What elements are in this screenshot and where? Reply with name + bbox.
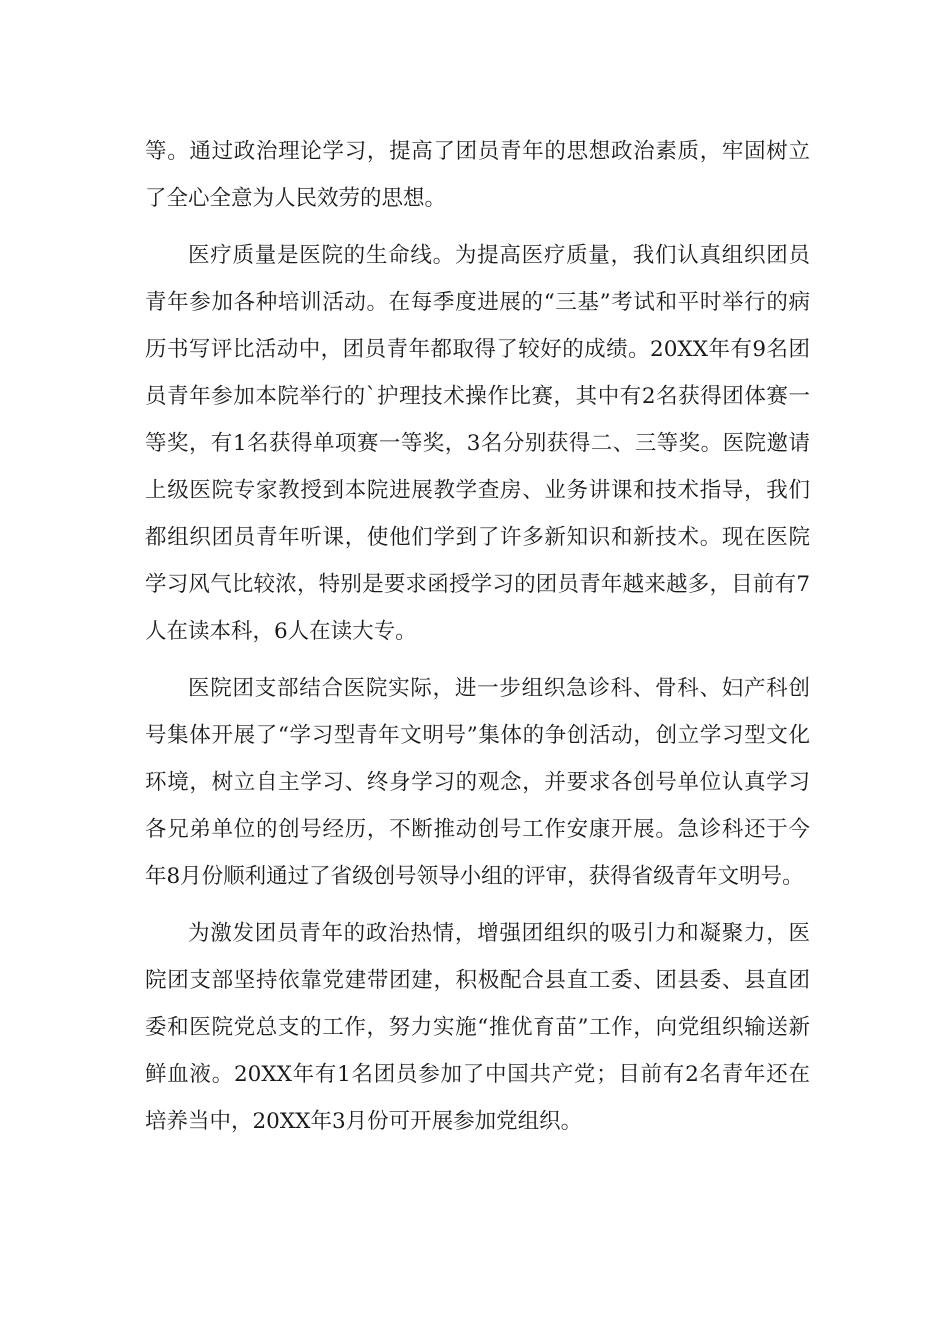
paragraph-1: 等。通过政治理论学习，提高了团员青年的思想政治素质，牢固树立了全心全意为人民效劳的思想。 <box>145 139 810 211</box>
paragraph-4: 为激发团员青年的政治热情，增强团组织的吸引力和凝聚力，医院团支部坚持依靠党建带团建，积极配合县直工委、团县委、县直团委和医院党总支的工作，努力实施“推优育苗”工作，向党组织输送新鲜血液。20XX年有1名团员参加了中国共产党；目前有2名青年还在培养当中，20XX年3月份可开展参加党组织。 <box>145 921 810 1134</box>
paragraph-3: 医院团支部结合医院实际，进一步组织急诊科、骨科、妇产科创号集体开展了“学习型青年文明号”集体的争创活动，创立学习型文化环境，树立自主学习、终身学习的观念，并要求各创号单位认真学习各兄弟单位的创号经历，不断推动创号工作安康开展。急诊科还于今年8月份顺利通过了省级创号领导小组的评审，获得省级青年文明号。 <box>145 676 810 889</box>
paragraph-2: 医疗质量是医院的生命线。为提高医疗质量，我们认真组织团员青年参加各种培训活动。在每季度进展的“三基”考试和平时举行的病历书写评比活动中，团员青年都取得了较好的成绩。20XX年有9名团员青年参加本院举行的`护理技术操作比赛，其中有2名获得团体赛一等奖，有1名获得单项赛一等奖，3名分别获得二、三等奖。医院邀请上级医院专家教授到本院进展教学查房、业务讲课和技术指导，我们都组织团员青年听课，使他们学到了许多新知识和新技术。现在医院学习风气比较浓，特别是要求函授学习的团员青年越来越多，目前有7人在读本科，6人在读大专。 <box>145 243 810 644</box>
document-body <box>145 128 810 1155</box>
